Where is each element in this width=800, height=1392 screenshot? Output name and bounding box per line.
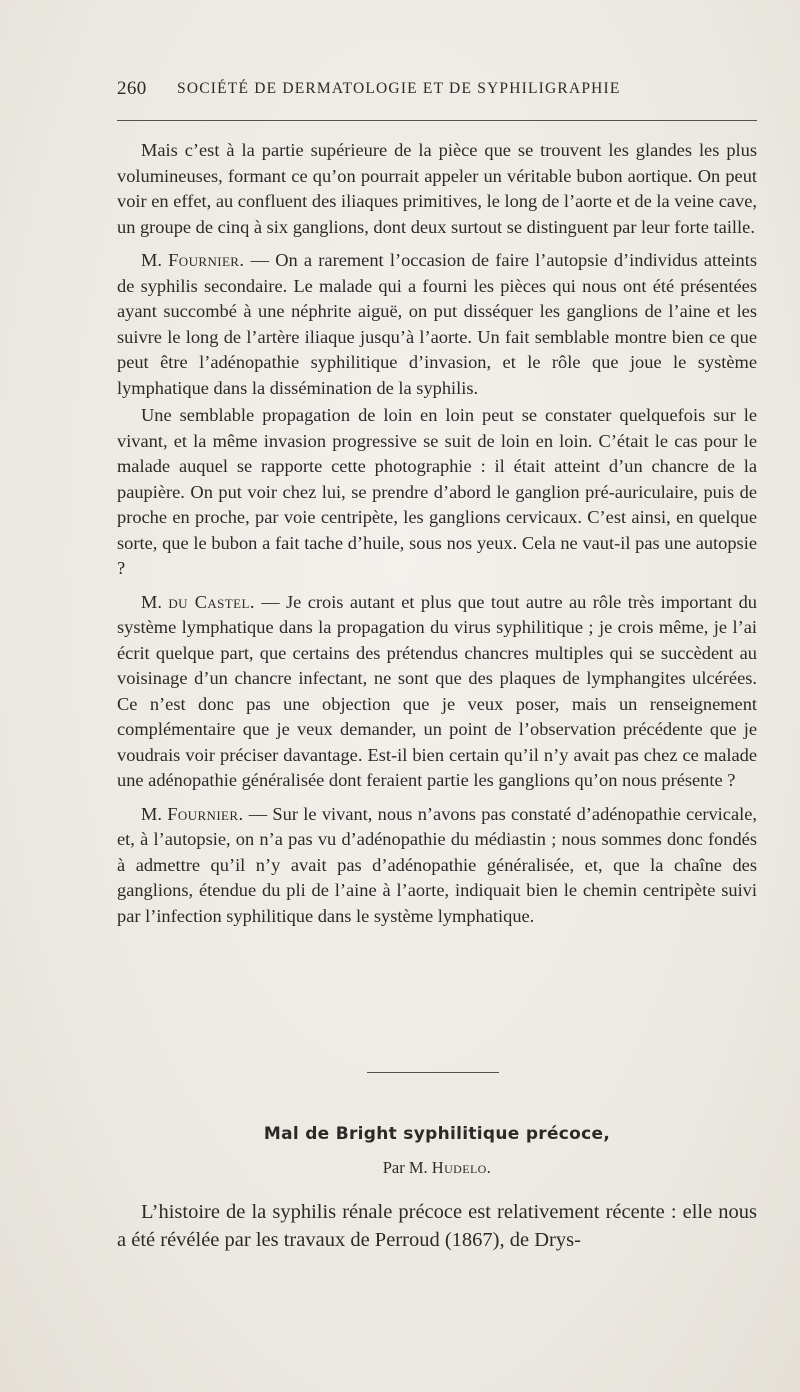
byline-author: Hudelo. xyxy=(431,1158,492,1177)
paragraph-propagation: Une semblable propagation de loin en loin peut se constater quelquefois sur le vivant, et la même invasion progressive se suit de loin en loin. C’était le cas pour le malade auquel se rapporte cette photographie : il était atteint d’un chancre de la paupière. On put voir chez lui, se prendre d’abord le ganglion pré-auriculaire, puis de proche en proche, par voie centripète, les ganglions cervicaux. C’est ainsi, en quelque sorte, que le bubon a fait tache d’huile, sous nos yeux. Cela ne vaut-il pas une autopsie ? xyxy=(117,405,757,578)
section-opening-text xyxy=(117,1198,757,1254)
paragraph-fournier-2 xyxy=(117,802,757,930)
paragraph-fournier-1 xyxy=(117,248,757,401)
page-number: 260 xyxy=(117,78,147,99)
speaker-name: Fournier. xyxy=(167,803,244,824)
section-title: Mal de Bright syphilitique précoce, xyxy=(263,1124,611,1144)
header-rule xyxy=(117,120,757,121)
paragraph-opening: L’histoire de la syphilis rénale précoce est relativement récente : elle nous a été révélée par les travaux de Perroud (1867), de Drys- xyxy=(117,1201,757,1251)
speech-text: — On a rarement l’occasion de faire l’autopsie d’individus atteints de syphilis secondaire. Le malade qui a fourni les pièces qui nous ont été présentées ayant succombé à une néphrite aiguë, on put disséquer les ganglions de l’aine et les suivre le long de l’artère iliaque jusqu’à l’aorte. Un fait semblable montre bien ce que peut être l’adénopathie syphilitique d’invasion, et le rôle que joue le système lymphatique dans la dissémination de la syphilis. xyxy=(117,250,757,398)
speaker-prefix: M. xyxy=(141,250,169,270)
running-title: SOCIÉTÉ DE DERMATOLOGIE ET DE SYPHILIGRAPHIE xyxy=(177,80,621,97)
speech-text: — Sur le vivant, nous n’avons pas constaté d’adénopathie cervicale, et, à l’autopsie, on n’a pas vu d’adénopathie du médiastin ; nous sommes donc fondés à admettre qu’il n’y avait pas d’adénopathie généralisée, et, que la chaîne des ganglions, étendue du pli de l’aine à l’aorte, indiquait bien le chemin centripète suivi par l’infection syphilitique dans le système lymphatique. xyxy=(117,803,757,926)
paragraph-bubon-aortique: Mais c’est à la partie supérieure de la pièce que se trouvent les glandes les plus volumineuses, formant ce qu’on pourrait appeler un véritable bubon aortique. On peut voir en effet, au confluent des iliaques primitives, le long de l’aorte et de la veine cave, un groupe de cinq à six ganglions, dont deux surtout se distinguent par leur forte taille. xyxy=(117,140,757,237)
byline-prefix: Par M. xyxy=(382,1158,432,1177)
speech-text: — Je crois autant et plus que tout autre au rôle très important du système lymphatique dans la propagation du virus syphilitique ; je crois même, je l’ai écrit quelque part, que certains des prétendus chancres multiples qui se succèdent au voisinage d’un chancre infectant, ne sont que des plaques de lymphangites ulcérées. Ce n’est donc pas une objection que je veux poser, mais un renseignement complémentaire que je veux demander, un point de l’observation précédente que je voudrais voir préciser davantage. Est-il bien certain qu’il n’y avait pas chez ce malade une adénopathie généralisée dont feraient partie les ganglions qu’on nous présente ? xyxy=(117,591,757,790)
speaker-name: du Castel. xyxy=(168,591,255,612)
speaker-name: Fournier. xyxy=(168,250,245,270)
speaker-prefix: M. xyxy=(141,591,169,612)
section-byline xyxy=(117,1158,757,1178)
section-separator xyxy=(367,1072,499,1073)
speaker-prefix: M. xyxy=(141,803,168,824)
discussion-text xyxy=(117,138,757,929)
paragraph-du-castel xyxy=(117,590,757,794)
